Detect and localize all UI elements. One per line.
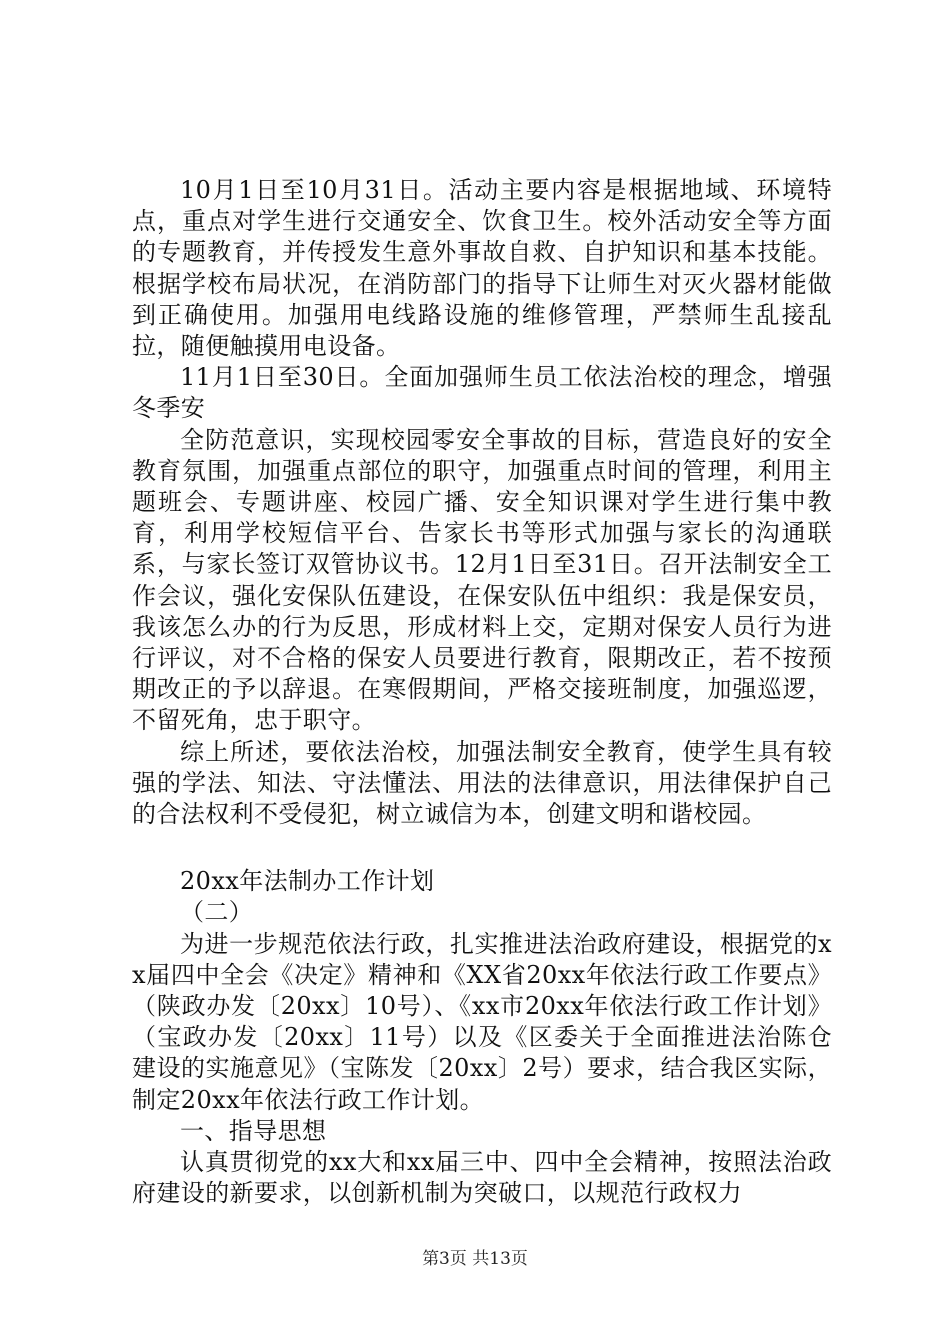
paragraph-safety-awareness: 全防范意识，实现校园零安全事故的目标，营造良好的安全教育氛围，加强重点部位的职守，加强重点时间的管理，利用主题班会、专题讲座、校园广播、安全知识课对学生进行集中教育，利用学校短信平台、告家长书等形式加强与家长的沟通联系，与家长签订双管协议书。12月1日至31日。召开法制安全工作会议，强化安保队伍建设，在保安队伍中组织：我是保安员，我该怎么办的行为反思，形成材料上交，定期对保安人员行为进行评议，对不合格的保安人员要进行教育，限期改正，若不按预期改正的予以辞退。在寒假期间，严格交接班制度，加强巡逻，不留死角，忠于职守。 [132,425,832,735]
paragraph-october-activities: 10月1日至10月31日。活动主要内容是根据地域、环境特点，重点对学生进行交通安全、饮食卫生。校外活动安全等方面的专题教育，并传授发生意外事故自救、自护知识和基本技能。根据学校布局状况，在消防部门的指导下让师生对灭火器材能做到正确使用。加强用电线路设施的维修管理，严禁师生乱接乱拉，随便触摸用电设备。 [132,176,832,361]
section-title: 20xx年法制办工作计划 [180,867,435,896]
paragraph-summary: 综上所述，要依法治校，加强法制安全教育，使学生具有较强的学法、知法、守法懂法、用法的法律意识，用法律保护自己的合法权利不受侵犯，树立诚信为本，创建文明和谐校园。 [132,737,832,829]
paragraph-introduction: 为进一步规范依法行政，扎实推进法治政府建设，根据党的xx届四中全会《决定》精神和《XX省20xx年依法行政工作要点》（陕政办发〔20xx〕10号）、《xx市20xx年依法行政工作计划》（宝政办发〔20xx〕11号）以及《区委关于全面推进法治陈仓建设的实施意见》（宝陈发〔20xx〕2号）要求，结合我区实际，制定20xx年依法行政工作计划。 [132,929,832,1114]
page-number-footer: 第3页 共13页 [422,1249,528,1269]
section-subtitle: （二） [180,898,254,927]
paragraph-guiding-ideology: 认真贯彻党的xx大和xx届三中、四中全会精神，按照法治政府建设的新要求，以创新机制为突破口，以规范行政权力 [132,1148,832,1208]
paragraph-november-activities: 11月1日至30日。全面加强师生员工依法治校的理念，增强冬季安 [132,363,832,423]
document-body [132,175,832,1210]
heading-guiding-ideology: 一、指导思想 [180,1116,327,1145]
